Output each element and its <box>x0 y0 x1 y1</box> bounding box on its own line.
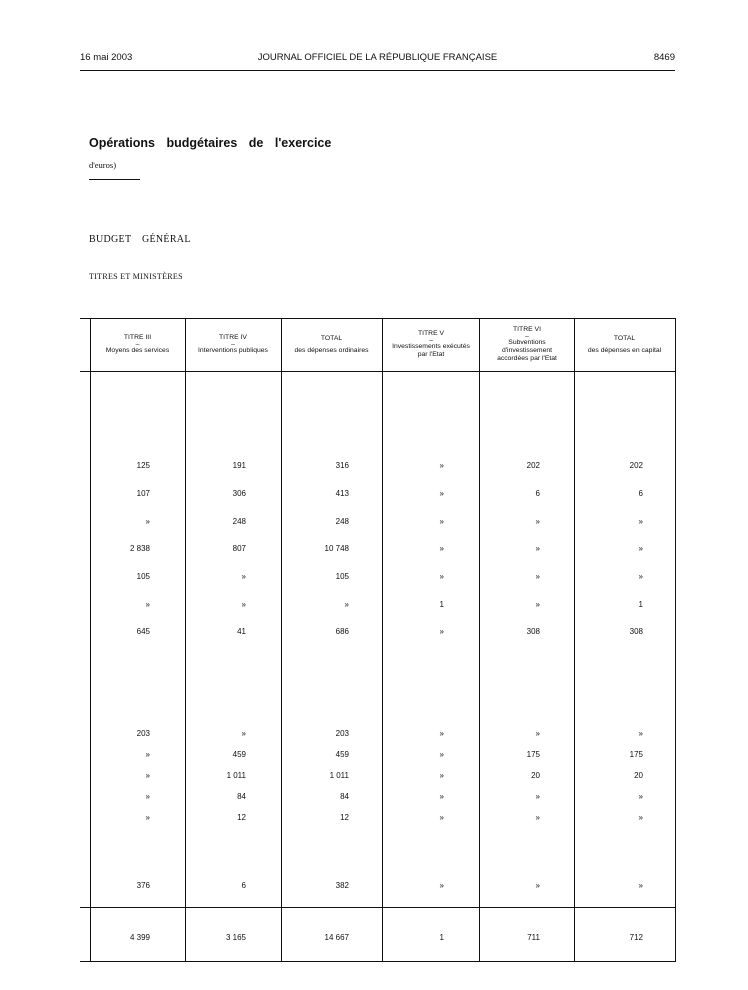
table-cell-total-ordinaires: 12 <box>340 813 349 822</box>
table-cell-titre-iii: 645 <box>136 627 150 636</box>
table-cell-titre-v: » <box>439 771 444 780</box>
column-header-line1: TITRE VI <box>513 326 541 333</box>
table-cell-titre-v: » <box>439 544 444 553</box>
short-rule <box>89 179 140 180</box>
table-cell-total-ordinaires: 686 <box>335 627 349 636</box>
table-cell-titre-v: » <box>439 489 444 498</box>
table-cell-titre-v: » <box>439 517 444 526</box>
table-total-rule <box>80 907 676 908</box>
table-cell-titre-v: » <box>439 627 444 636</box>
table-cell-total-ordinaires: 1 011 <box>329 771 349 780</box>
unit-note: d'euros) <box>89 160 117 170</box>
table-cell-titre-iii: » <box>145 750 150 759</box>
table-cell-total-ordinaires: 84 <box>340 792 349 801</box>
column-header-dash: – <box>429 337 433 344</box>
column-header-total-ordinaires <box>281 318 382 371</box>
table-cell-titre-v: » <box>439 572 444 581</box>
table-cell-titre-iii: 107 <box>136 489 150 498</box>
column-header-titre-vi <box>486 318 568 371</box>
table-cell-titre-iv: » <box>241 600 246 609</box>
table-cell-total-capital: » <box>638 881 643 890</box>
total-cell-titre-iii: 4 399 <box>129 933 150 942</box>
table-cell-titre-vi: » <box>535 572 540 581</box>
table-cell-titre-iv: 306 <box>232 489 246 498</box>
column-header-line1: TOTAL <box>320 334 343 342</box>
table-cell-titre-iii: 2 838 <box>129 544 150 553</box>
table-cell-titre-vi: 6 <box>535 489 540 498</box>
table-cell-titre-v: » <box>439 750 444 759</box>
table-cell-titre-iv: 459 <box>232 750 246 759</box>
table-cell-titre-v: 1 <box>439 600 444 609</box>
table-cell-total-ordinaires: 413 <box>335 489 349 498</box>
column-header-line2: Investissements exécutés par l'Etat <box>392 343 470 358</box>
table-cell-total-ordinaires: 203 <box>335 729 349 738</box>
table-cell-total-capital: » <box>638 792 643 801</box>
budget-label: BUDGET GÉNÉRAL <box>89 234 191 245</box>
table-cell-titre-iii: 376 <box>136 881 150 890</box>
table-cell-total-ordinaires: » <box>344 600 349 609</box>
total-cell-titre-iv: 3 165 <box>225 933 246 942</box>
column-header-line2: Interventions publiques <box>198 347 268 354</box>
table-cell-titre-vi: 20 <box>531 771 540 780</box>
column-header-titre-v <box>390 318 472 371</box>
column-header-dash: – <box>135 341 140 348</box>
total-cell-total-capital: 712 <box>629 933 643 942</box>
col-divider <box>90 318 91 962</box>
table-cell-titre-iii: 203 <box>136 729 150 738</box>
table-cell-titre-iv: 1 011 <box>226 771 246 780</box>
column-header-line2: Subventions d'investissement accordées par l'Etat <box>497 339 557 362</box>
table-cell-titre-vi: 202 <box>526 461 540 470</box>
table-cell-titre-iv: 84 <box>237 792 246 801</box>
table-cell-titre-iii: 105 <box>136 572 150 581</box>
col-divider <box>675 318 676 962</box>
table-cell-total-ordinaires: 10 748 <box>324 544 349 553</box>
column-header-line1: TOTAL <box>613 334 636 342</box>
table-cell-titre-iv: » <box>241 729 246 738</box>
col-divider <box>382 318 383 962</box>
table-cell-titre-iv: 12 <box>237 813 246 822</box>
col-divider <box>479 318 480 962</box>
table-cell-titre-iii: » <box>145 600 150 609</box>
total-cell-titre-v: 1 <box>439 933 444 942</box>
table-cell-total-capital: » <box>638 572 643 581</box>
table-cell-total-capital: 308 <box>629 627 643 636</box>
col-divider <box>281 318 282 962</box>
column-header-titre-iii <box>90 318 185 371</box>
table-cell-titre-iv: 248 <box>232 517 246 526</box>
table-cell-titre-vi: » <box>535 517 540 526</box>
table-cell-total-ordinaires: 316 <box>335 461 349 470</box>
table-cell-titre-iii: » <box>145 792 150 801</box>
col-divider <box>574 318 575 962</box>
budget-table <box>80 318 676 962</box>
journal-title: JOURNAL OFFICIEL DE LA RÉPUBLIQUE FRANÇAISE <box>257 52 498 63</box>
page-header <box>80 52 675 68</box>
table-cell-total-ordinaires: 248 <box>335 517 349 526</box>
column-header-line2: des dépenses ordinaires <box>294 346 369 354</box>
table-cell-total-capital: 1 <box>638 600 643 609</box>
table-cell-total-capital: » <box>638 517 643 526</box>
table-cell-total-capital: 175 <box>629 750 643 759</box>
table-cell-titre-vi: » <box>535 792 540 801</box>
page-number: 8469 <box>653 52 675 63</box>
table-cell-titre-vi: » <box>535 813 540 822</box>
col-divider <box>185 318 186 962</box>
column-header-line1: TITRE IV <box>219 334 247 341</box>
table-cell-titre-iii: » <box>145 813 150 822</box>
table-cell-titre-v: » <box>439 729 444 738</box>
column-header-dash: – <box>231 341 235 348</box>
table-cell-titre-v: » <box>439 461 444 470</box>
table-cell-total-capital: » <box>638 544 643 553</box>
column-header-line2: Moyens des services <box>105 347 170 354</box>
column-header-titre-iv <box>185 318 281 371</box>
column-header-line1: TITRE V <box>417 330 445 337</box>
table-cell-total-capital: 202 <box>629 461 643 470</box>
table-cell-titre-iii: » <box>145 517 150 526</box>
table-cell-titre-vi: » <box>535 544 540 553</box>
table-cell-titre-iii: 125 <box>136 461 150 470</box>
titres-label: TITRES ET MINISTÈRES <box>89 272 183 281</box>
table-cell-titre-vi: 308 <box>526 627 540 636</box>
column-header-total-capital <box>574 318 675 371</box>
header-rule <box>80 70 675 71</box>
table-cell-titre-iii: » <box>145 771 150 780</box>
total-cell-titre-vi: 711 <box>527 933 540 942</box>
table-cell-titre-v: » <box>439 813 444 822</box>
total-cell-total-ordinaires: 14 667 <box>324 933 349 942</box>
table-header-rule <box>80 371 676 372</box>
table-cell-total-ordinaires: 382 <box>335 881 349 890</box>
table-cell-titre-iv: 41 <box>237 627 246 636</box>
section-heading: Opérations budgétaires de l'exercice <box>89 136 332 150</box>
table-bottom-rule <box>80 961 676 962</box>
table-cell-titre-vi: » <box>535 600 540 609</box>
table-cell-titre-vi: » <box>535 881 540 890</box>
table-cell-titre-v: » <box>439 792 444 801</box>
table-cell-total-ordinaires: 105 <box>335 572 349 581</box>
table-cell-total-capital: 6 <box>638 489 643 498</box>
header-date: 16 mai 2003 <box>80 52 133 63</box>
table-cell-titre-iv: 191 <box>232 461 246 470</box>
table-cell-titre-vi: » <box>535 729 540 738</box>
table-cell-total-ordinaires: 459 <box>335 750 349 759</box>
table-cell-titre-v: » <box>439 881 444 890</box>
column-header-line2: des dépenses en capital <box>587 346 662 354</box>
table-cell-titre-iv: » <box>241 572 246 581</box>
column-header-line1: TITRE III <box>123 334 152 341</box>
table-cell-total-capital: 20 <box>634 771 643 780</box>
column-header-dash: – <box>525 333 529 340</box>
table-cell-total-capital: » <box>638 729 643 738</box>
table-cell-titre-iv: 807 <box>232 544 246 553</box>
table-cell-titre-vi: 175 <box>526 750 540 759</box>
table-cell-total-capital: » <box>638 813 643 822</box>
table-cell-titre-iv: 6 <box>241 881 246 890</box>
